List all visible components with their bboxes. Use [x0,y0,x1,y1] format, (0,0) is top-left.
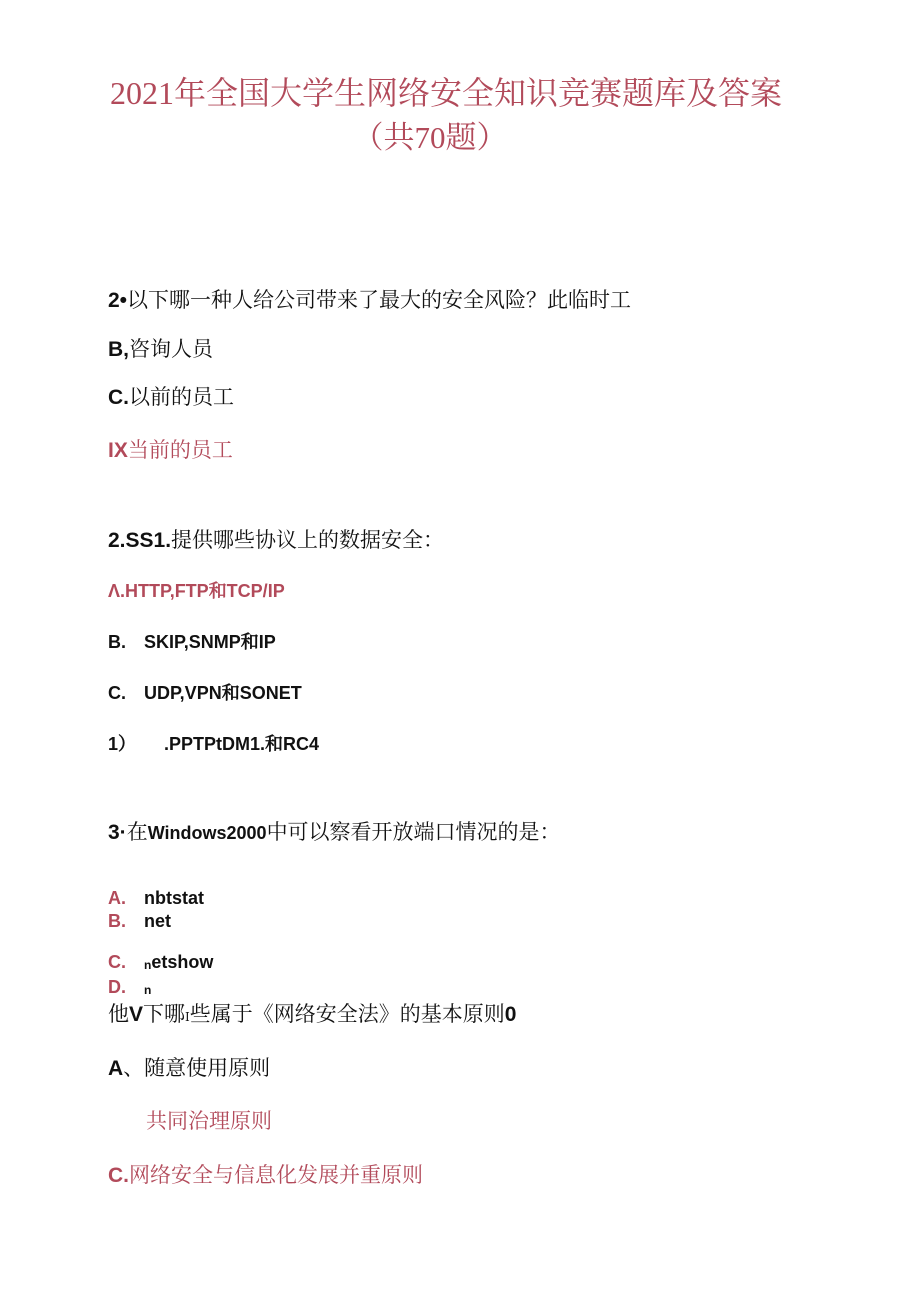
option-text: etshow [151,952,214,972]
document-subtitle: （共70题） [352,120,508,155]
question-number: 2• [108,289,128,312]
question-4 [108,1000,516,1029]
option-letter: C. [108,386,129,409]
q2-option-d [108,730,319,758]
question-text-part: 下哪 [143,1002,186,1026]
option-text: nbtstat [144,888,204,908]
question-text-part: V [129,1003,144,1026]
option-letter: 1） [108,734,137,754]
q3-option-c [108,948,213,976]
option-text: HTTP,FTP和TCP/IP [125,581,285,601]
question-text: 提供哪些协议上的数据安全： [171,528,445,552]
q4-option-c [108,1161,423,1190]
option-letter: D. [108,977,126,997]
q3-option-d [108,973,151,1001]
option-text: .PPTPtDM1.和RC4 [164,734,320,754]
option-text: 以前的员工 [129,385,234,409]
option-text: 共同治理原则 [146,1109,272,1133]
option-letter: C. [108,683,126,703]
option-sup: n [144,958,152,972]
question-3 [108,818,561,847]
option-text: UDP,VPN和SONET [144,683,302,703]
question-text-part: 些属于《网络安全法》的基本原则 [189,1002,505,1026]
q1-option-b [108,335,213,364]
option-letter: IX [108,439,128,462]
q2-option-c [108,679,302,707]
document-title: 2021年全国大学生网络安全知识竞赛题库及答案 [109,75,782,111]
q1-option-c [108,383,234,412]
question-text-part: Windows2000 [147,823,267,843]
option-letter: B. [108,632,126,652]
q2-option-b [108,628,276,656]
option-letter: B, [108,338,129,361]
question-text: 以下哪一种人给公司带来了最大的安全风险？此临时工 [127,288,632,312]
q4-option-b [146,1107,272,1135]
option-text: 咨询人员 [129,337,213,361]
option-letter: B. [108,911,126,931]
q1-option-d [108,436,233,465]
option-text: SKIP,SNMP和IP [144,632,276,652]
option-letter: C. [108,952,126,972]
question-2 [108,526,444,555]
option-letter: A. [108,888,126,908]
option-sup: n [144,983,152,997]
option-text: 网络安全与信息化发展并重原则 [129,1163,423,1187]
option-text: net [144,911,171,931]
q2-option-a [108,577,285,605]
question-text-part: I [185,1010,190,1024]
option-text: 、随意使用原则 [123,1056,271,1080]
option-letter: A [108,1057,124,1080]
question-text-part: 在 [126,820,148,844]
question-text-part: 0 [504,1003,517,1026]
option-letter: C. [108,1164,129,1187]
question-text-part: 他 [108,1002,129,1026]
question-text-part: 中可以察看开放端口情况的是： [266,820,561,844]
option-letter: Λ. [108,581,126,601]
question-number: 3· [108,821,127,844]
question-number: 2.SS1. [108,529,172,552]
q3-option-b [108,907,171,935]
q4-option-a [108,1054,270,1083]
question-1 [108,286,631,315]
option-text: 当前的员工 [127,438,233,462]
